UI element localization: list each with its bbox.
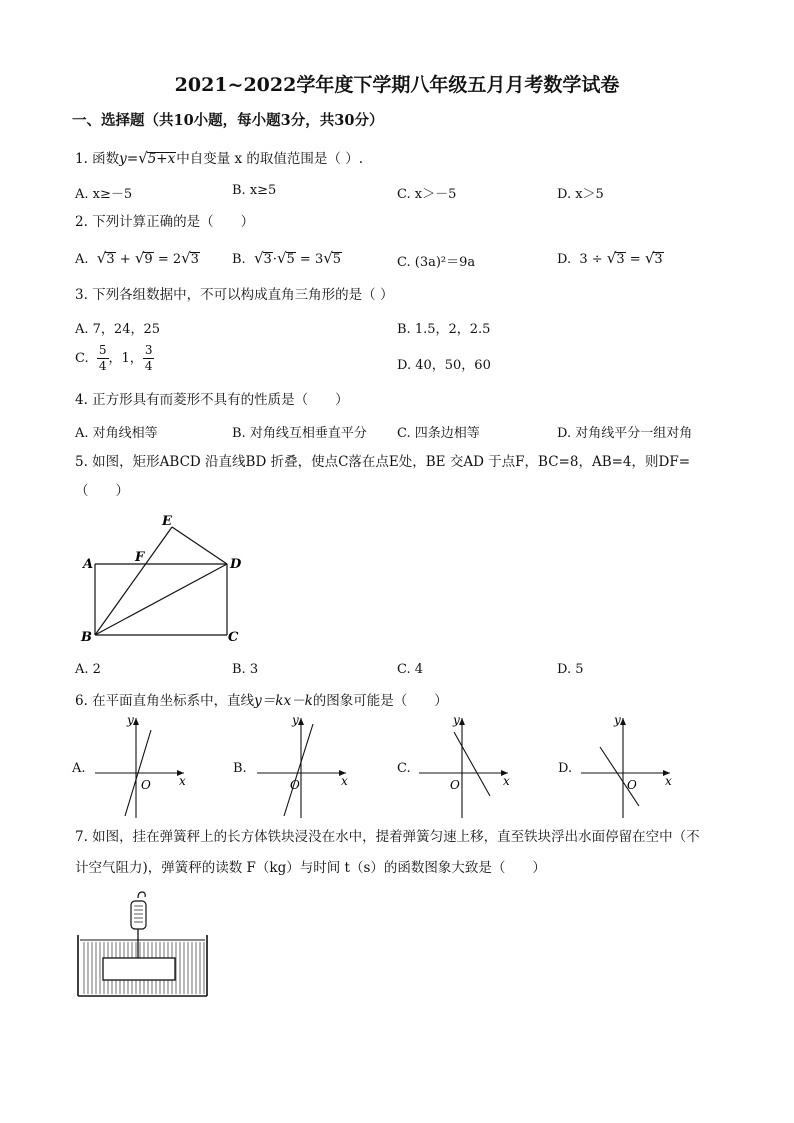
- q3-fraction-2: $\frac{3}{4}$: [144, 343, 153, 373]
- q3-option-b[interactable]: B. 1.5，2，2.5: [397, 322, 491, 337]
- q5-option-b[interactable]: B. 3: [232, 662, 259, 677]
- q6-function: y＝kx－k: [254, 693, 313, 709]
- q3-option-a[interactable]: A. 7，24，25: [75, 322, 161, 337]
- q1-option-a[interactable]: A. x≥－5: [75, 187, 133, 202]
- exam-title: 2021~2022学年度下学期八年级五月月考数学试卷: [174, 74, 620, 96]
- q5-rectangle-figure: [75, 510, 255, 645]
- svg-text:x: x: [665, 774, 672, 788]
- q1-suffix: 中自变量 x 的取值范围是（ ）.: [176, 151, 363, 167]
- svg-text:y: y: [292, 713, 299, 727]
- q1-prefix: 1. 函数: [75, 151, 120, 167]
- q6-option-b[interactable]: B.: [233, 761, 247, 776]
- question-5-stem-line1: 5. 如图，矩形ABCD 沿直线BD 折叠，使点C落在点E处，BE 交AD 于点F，BC=8，AB=4，则DF=: [75, 454, 691, 470]
- q5-option-c[interactable]: C. 4: [397, 662, 424, 677]
- q5-label-f: F: [135, 550, 145, 565]
- q6-graph-a[interactable]: [90, 710, 190, 822]
- q2-option-d[interactable]: D. 3 ÷ √3 = √3: [557, 249, 663, 267]
- q6-graph-d[interactable]: [576, 710, 676, 822]
- question-7-stem-line1: 7. 如图，挂在弹簧秤上的长方体铁块浸没在水中，提着弹簧匀速上移，直至铁块浮出水面停留在空中（不: [75, 829, 700, 845]
- svg-text:x: x: [179, 774, 186, 788]
- q5-option-d[interactable]: D. 5: [557, 662, 584, 677]
- q5-label-b: B: [81, 630, 92, 645]
- svg-text:x: x: [341, 774, 348, 788]
- q4-option-c[interactable]: C. 四条边相等: [397, 426, 480, 441]
- question-1-stem: 1. 函数y=√5+x中自变量 x 的取值范围是（ ）.: [75, 149, 363, 167]
- q4-option-a[interactable]: A. 对角线相等: [75, 426, 158, 441]
- q5-label-c: C: [228, 630, 239, 645]
- iron-block: [103, 958, 175, 980]
- q1-option-b[interactable]: B. x≥5: [232, 183, 277, 198]
- q2-option-c[interactable]: C. (3a)²＝9a: [397, 255, 476, 270]
- q3-fraction-1: $\frac{5}{4}$: [98, 343, 107, 373]
- q4-option-d[interactable]: D. 对角线平分一组对角: [557, 426, 693, 441]
- q2-option-b[interactable]: B. √3·√5 = 3√5: [232, 249, 342, 267]
- q7-spring-scale-figure: [74, 888, 214, 1000]
- question-6-stem: 6. 在平面直角坐标系中，直线y＝kx－k的图象可能是（ ）: [75, 693, 448, 709]
- q5-label-a: A: [83, 557, 94, 572]
- q6-option-d[interactable]: D.: [558, 761, 573, 776]
- svg-text:O: O: [627, 778, 637, 792]
- q1-option-c[interactable]: C. x＞－5: [397, 187, 457, 202]
- q5-label-d: D: [230, 557, 242, 572]
- question-3-stem: 3. 下列各组数据中，不可以构成直角三角形的是（ ）: [75, 287, 394, 303]
- svg-text:x: x: [503, 774, 510, 788]
- svg-text:y: y: [614, 713, 621, 727]
- q6-graph-b[interactable]: [252, 710, 352, 822]
- svg-text:O: O: [290, 778, 300, 792]
- q1-func-radicand: 5+x: [147, 151, 176, 167]
- svg-text:y: y: [127, 713, 134, 727]
- q1-func-y: y: [119, 151, 127, 167]
- section-heading: 一、选择题（共10小题，每小题3分，共30分）: [72, 112, 384, 129]
- q3-option-c[interactable]: C. $\frac{5}{4}$ ，1， $\frac{3}{4}$: [75, 343, 153, 373]
- q4-option-b[interactable]: B. 对角线互相垂直平分: [232, 426, 367, 441]
- scale-hook-icon: [138, 892, 145, 898]
- q6-option-a[interactable]: A.: [72, 761, 86, 776]
- q1-option-d[interactable]: D. x＞5: [557, 187, 604, 202]
- q3-option-d[interactable]: D. 40，50，60: [397, 358, 491, 373]
- q5-option-a[interactable]: A. 2: [75, 662, 101, 677]
- svg-text:y: y: [453, 713, 460, 727]
- question-5-stem-line2: （ ）: [75, 483, 129, 499]
- q6-graph-c[interactable]: [414, 710, 514, 822]
- svg-text:O: O: [450, 778, 460, 792]
- question-4-stem: 4. 正方形具有而菱形不具有的性质是（ ）: [75, 392, 349, 408]
- question-7-stem-line2: 计空气阻力)，弹簧秤的读数 F（kg）与时间 t（s）的函数图象大致是（ ）: [75, 860, 546, 876]
- spring-scale-body: [131, 901, 146, 929]
- svg-text:O: O: [141, 778, 151, 792]
- q5-label-e: E: [162, 514, 172, 529]
- question-2-stem: 2. 下列计算正确的是（ ）: [75, 214, 255, 230]
- q2-option-a[interactable]: A. √3 + √9 = 2√3: [75, 249, 199, 267]
- q6-option-c[interactable]: C.: [397, 761, 411, 776]
- q1-func-eq: =: [126, 151, 139, 167]
